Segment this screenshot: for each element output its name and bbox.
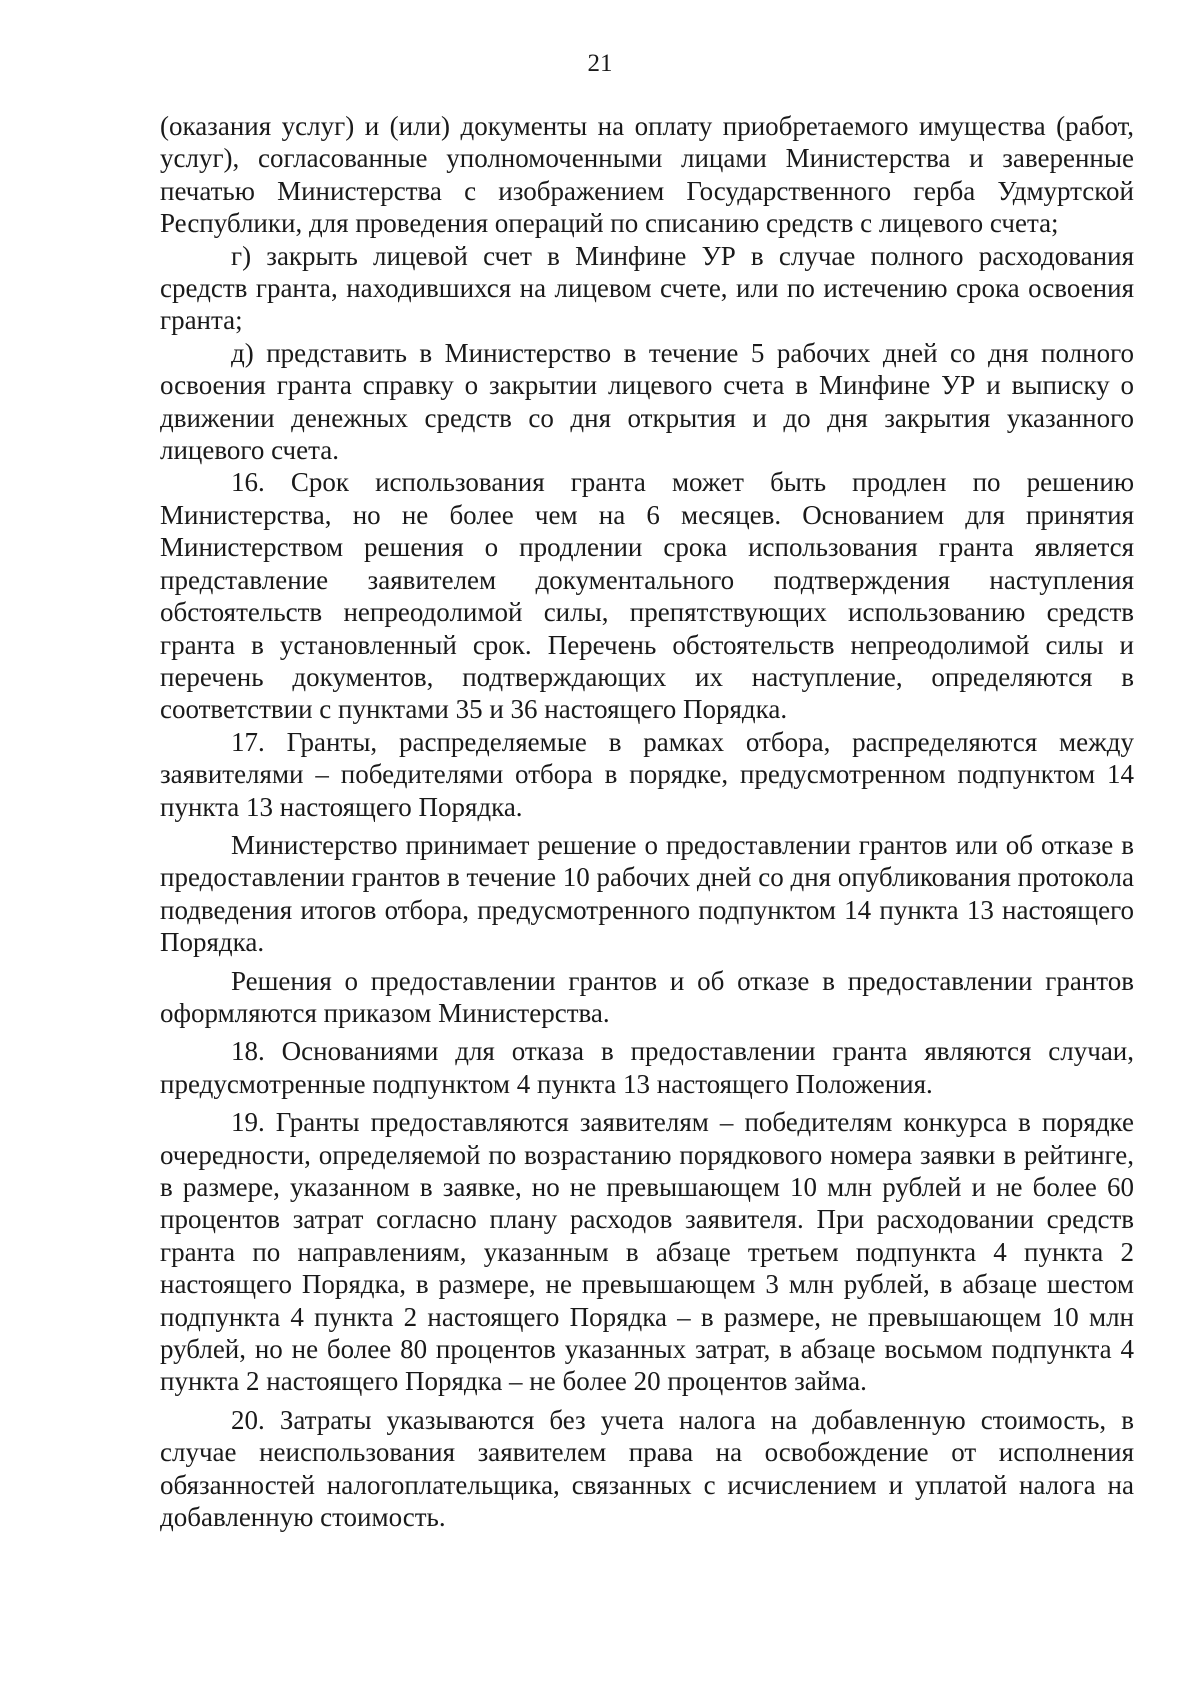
paragraph-17-decision: Министерство принимает решение о предоставлении грантов или об отказе в предоставлении грантов в течение 10 рабочих дней со дня опубликования протокола подведения итогов отбора, предусмотренного подпунктом 14 пункта 13 настоящего Порядка. [160, 829, 1134, 958]
paragraph-continuation: (оказания услуг) и (или) документы на оплату приобретаемого имущества (работ, услуг), согласованные уполномоченными лицами Министерства и заверенные печатью Министерства с изображением Государственного герба Удмуртской Республики, для проведения операций по списанию средств с лицевого счета; [160, 111, 1134, 239]
page-number: 21 [587, 50, 613, 77]
paragraph-17-orders: Решения о предоставлении грантов и об отказе в предоставлении грантов оформляются приказом Министерства. [160, 965, 1134, 1028]
paragraph-20: 20. Затраты указываются без учета налога на добавленную стоимость, в случае неиспользования заявителем права на освобождение от исполнения обязанностей налогоплательщика, связанных с исчислением и уплатой налога на добавленную стоимость. [160, 1404, 1134, 1533]
document-body [160, 110, 1134, 1533]
paragraph-item-d: д) представить в Министерство в течение 5 рабочих дней со дня полного освоения гранта справку о закрытии лицевого счета в Минфине УР и выписку о движении денежных средств со дня открытия и до дня закрытия указанного лицевого счета. [160, 337, 1134, 466]
paragraph-16: 16. Срок использования гранта может быть продлен по решению Министерства, но не более чем на 6 месяцев. Основанием для принятия Министерством решения о продлении срока использования гранта является представление заявителем документального подтверждения наступления обстоятельств непреодолимой силы, препятствующих использованию средств гранта в установленный срок. Перечень обстоятельств непреодолимой силы и перечень документов, подтверждающих их наступление, определяются в соответствии с пунктами 35 и 36 настоящего Порядка. [160, 467, 1134, 725]
paragraph-18: 18. Основаниями для отказа в предоставлении гранта являются случаи, предусмотренные подпунктом 4 пункта 13 настоящего Положения. [160, 1036, 1134, 1099]
paragraph-19: 19. Гранты предоставляются заявителям – победителям конкурса в порядке очередности, определяемой по возрастанию порядкового номера заявки в рейтинге, в размере, указанном в заявке, но не превышающем 10 млн рублей и не более 60 процентов затрат согласно плану расходов заявителя. При расходовании средств гранта по направлениям, указанным в абзаце третьем подпункта 4 пункта 2 настоящего Порядка, в размере, не превышающем 3 млн рублей, в абзаце шестом подпункта 4 пункта 2 настоящего Порядка – в размере, не превышающем 10 млн рублей, но не более 80 процентов указанных затрат, в абзаце восьмом подпункта 4 пункта 2 настоящего Порядка – не более 20 процентов займа. [160, 1107, 1134, 1397]
paragraph-17: 17. Гранты, распределяемые в рамках отбора, распределяются между заявителями – победителями отбора в порядке, предусмотренном подпунктом 14 пункта 13 настоящего Порядка. [160, 726, 1134, 822]
paragraph-item-g: г) закрыть лицевой счет в Минфине УР в случае полного расходования средств гранта, находившихся на лицевом счете, или по истечению срока освоения гранта; [160, 240, 1134, 336]
